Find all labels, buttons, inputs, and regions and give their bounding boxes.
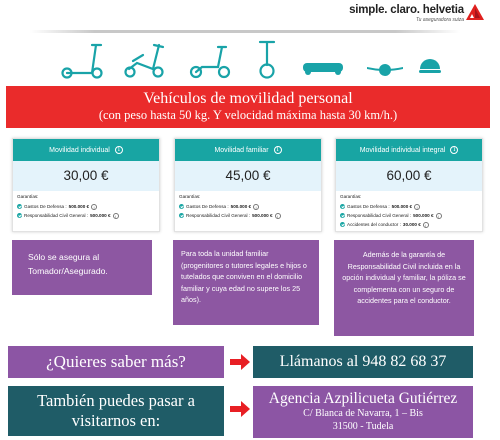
guarantee-row [340, 211, 478, 220]
guarantees-label: Garantías: [17, 194, 39, 199]
onewheel-icon [365, 61, 405, 77]
phone-contact[interactable]: Llámanos al 948 82 68 37 [253, 346, 473, 378]
info-icon[interactable]: i [450, 146, 458, 154]
electric-scooter-icon [188, 39, 232, 81]
check-icon [340, 204, 345, 209]
monowheel-icon [417, 57, 443, 79]
guarantee-label: Gastos De Defensa : [186, 204, 229, 209]
info-icon[interactable]: i [414, 204, 420, 210]
agency-address-box [253, 386, 473, 438]
more-info-question: ¿Quieres saber más? [8, 346, 224, 378]
plan-header [336, 139, 482, 161]
check-icon [17, 204, 22, 209]
guarantee-label: Responsabilidad Civil General : [347, 213, 412, 218]
plan-card-integral [335, 138, 483, 232]
info-icon[interactable]: i [423, 222, 429, 228]
plan-price: 30,00 € [13, 161, 159, 191]
info-icon[interactable]: i [275, 213, 281, 219]
plan-price: 45,00 € [175, 161, 321, 191]
info-icon[interactable]: i [274, 146, 282, 154]
title-banner [6, 86, 490, 128]
agency-address-line2: 31500 - Tudela [332, 420, 394, 432]
visit-invitation: También puedes pasar a visitarnos en: [8, 386, 224, 436]
plan-card-individual [12, 138, 160, 232]
arrow-right-icon [230, 354, 250, 370]
guarantee-amount: 500.000 € [413, 213, 434, 218]
segway-icon [252, 37, 282, 81]
plan-guarantees [336, 191, 482, 229]
plan-guarantees [175, 191, 321, 220]
brand-tagline: Tu aseguradora suiza [416, 17, 464, 23]
note-individual [12, 240, 152, 295]
guarantee-label: Responsabilidad Civil General : [24, 213, 89, 218]
agency-address-line1: C/ Blanca de Navarra, 1 – Bis [303, 408, 423, 419]
plan-price: 60,00 € [336, 161, 482, 191]
check-icon [340, 213, 345, 218]
note-family [173, 240, 319, 325]
helvetia-logo-icon [466, 4, 484, 20]
guarantee-row [17, 211, 155, 220]
info-icon[interactable]: i [253, 204, 259, 210]
plan-name: Movilidad individual [49, 146, 110, 154]
guarantee-amount: 500.000 € [252, 213, 273, 218]
banner-title: Vehículos de movilidad personal [143, 90, 353, 107]
plan-guarantees [13, 191, 159, 220]
note-integral [334, 240, 474, 336]
arrow-right-icon [230, 401, 250, 417]
brand-header [286, 2, 486, 24]
check-icon [340, 222, 345, 227]
check-icon [17, 213, 22, 218]
guarantee-label: Accidentes del conductor : [347, 222, 401, 227]
plan-header [13, 139, 159, 161]
plan-name: Movilidad individual integral [359, 146, 446, 154]
guarantee-amount: 500.000 € [391, 204, 413, 209]
scooter-icon [60, 39, 105, 81]
header-divider [30, 30, 460, 33]
guarantee-label: Responsabilidad Civil General : [186, 213, 251, 218]
guarantee-amount: 500.000 € [90, 213, 111, 218]
guarantees-label: Garantías: [340, 194, 362, 199]
agency-name: Agencia Azpilicueta Gutiérrez [268, 390, 458, 407]
banner-subtitle: (con peso hasta 50 kg. Y velocidad máxima hasta 30 km/h.) [98, 108, 398, 122]
check-icon [179, 204, 184, 209]
note-text: Para toda la unidad familiar (progenitores o tutores legales e hijos o tutelados que conviven en el domicilio familiar y cuya edad no supere los 25 años). [181, 249, 307, 305]
guarantee-amount: 500.000 € [68, 204, 90, 209]
vehicle-icons [55, 37, 450, 81]
plan-header [175, 139, 321, 161]
plan-card-family [174, 138, 322, 232]
guarantee-label: Gastos De Defensa : [347, 204, 390, 209]
info-icon[interactable]: i [115, 146, 123, 154]
note-text: Además de la garantía de Responsabilidad Civil incluida en la opción individual y familiar, la póliza se complementa con un seguro de accidentes para el conductor. [342, 250, 466, 306]
guarantee-row [179, 211, 317, 220]
note-text: Sólo se asegura al Tomador/Asegurado. [28, 252, 108, 276]
guarantee-amount: 30.000 € [402, 222, 421, 227]
plan-name: Movilidad familiar [214, 146, 269, 154]
hoverboard-icon [300, 59, 346, 77]
guarantee-row [340, 220, 478, 229]
guarantee-row [179, 202, 317, 211]
brand-name: simple. claro. helvetia [349, 4, 464, 16]
guarantee-amount: 500.000 € [230, 204, 252, 209]
guarantee-row [340, 202, 478, 211]
kick-scooter-icon [123, 39, 167, 81]
guarantee-label: Gastos De Defensa : [24, 204, 67, 209]
info-icon[interactable]: i [91, 204, 97, 210]
guarantees-label: Garantías: [179, 194, 201, 199]
info-icon[interactable]: i [436, 213, 442, 219]
guarantee-row [17, 202, 155, 211]
info-icon[interactable]: i [113, 213, 119, 219]
check-icon [179, 213, 184, 218]
